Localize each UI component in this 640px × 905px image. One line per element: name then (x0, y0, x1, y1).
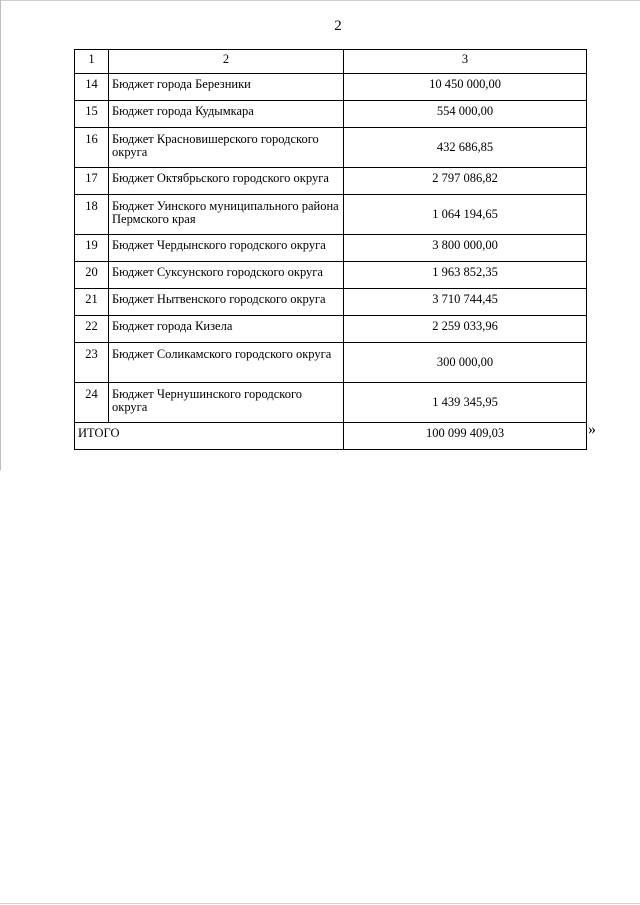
budget-allocation-table (74, 49, 587, 450)
row-budget-name: Бюджет города Березники (109, 74, 344, 101)
table-header-row (75, 50, 587, 74)
closing-quote: » (588, 421, 596, 438)
row-number: 14 (75, 74, 109, 101)
table-row (75, 289, 587, 316)
scan-edge-bottom (0, 903, 640, 904)
table-row (75, 128, 587, 168)
header-cell-amount: 3 (344, 50, 587, 74)
table-row (75, 168, 587, 195)
row-amount: 554 000,00 (344, 101, 587, 128)
row-number: 17 (75, 168, 109, 195)
row-budget-name: Бюджет Соликамского городского округа (109, 343, 344, 383)
row-amount: 3 800 000,00 (344, 235, 587, 262)
row-budget-name: Бюджет Октябрьского городского округа (109, 168, 344, 195)
table-total-row (75, 423, 587, 450)
table-row (75, 235, 587, 262)
table-row (75, 195, 587, 235)
row-budget-name: Бюджет Суксунского городского округа (109, 262, 344, 289)
row-number: 21 (75, 289, 109, 316)
row-number: 20 (75, 262, 109, 289)
total-amount: 100 099 409,03 (344, 423, 587, 450)
header-cell-name: 2 (109, 50, 344, 74)
row-number: 18 (75, 195, 109, 235)
row-budget-name: Бюджет Нытвенского городского округа (109, 289, 344, 316)
table-row (75, 343, 587, 383)
table-row (75, 383, 587, 423)
row-budget-name: Бюджет города Кудымкара (109, 101, 344, 128)
row-amount: 3 710 744,45 (344, 289, 587, 316)
row-amount: 1 064 194,65 (344, 195, 587, 235)
row-number: 15 (75, 101, 109, 128)
row-amount: 10 450 000,00 (344, 74, 587, 101)
row-number: 16 (75, 128, 109, 168)
row-amount: 1 963 852,35 (344, 262, 587, 289)
row-amount: 1 439 345,95 (344, 383, 587, 423)
table-row (75, 74, 587, 101)
row-amount: 2 259 033,96 (344, 316, 587, 343)
row-number: 22 (75, 316, 109, 343)
scan-edge-left (0, 0, 1, 470)
header-cell-number: 1 (75, 50, 109, 74)
row-budget-name: Бюджет Красновишерского городского округа (109, 128, 344, 168)
table-row (75, 316, 587, 343)
total-label: ИТОГО (75, 423, 344, 450)
row-budget-name: Бюджет Уинского муниципального района Пермского края (109, 195, 344, 235)
row-budget-name: Бюджет города Кизела (109, 316, 344, 343)
row-number: 24 (75, 383, 109, 423)
page-number: 2 (334, 18, 342, 34)
row-amount: 432 686,85 (344, 128, 587, 168)
row-budget-name: Бюджет Чернушинского городского округа (109, 383, 344, 423)
row-number: 19 (75, 235, 109, 262)
row-amount: 300 000,00 (344, 343, 587, 383)
row-amount: 2 797 086,82 (344, 168, 587, 195)
table-row (75, 101, 587, 128)
table-row (75, 262, 587, 289)
scan-edge-top (0, 0, 640, 1)
row-budget-name: Бюджет Чердынского городского округа (109, 235, 344, 262)
row-number: 23 (75, 343, 109, 383)
